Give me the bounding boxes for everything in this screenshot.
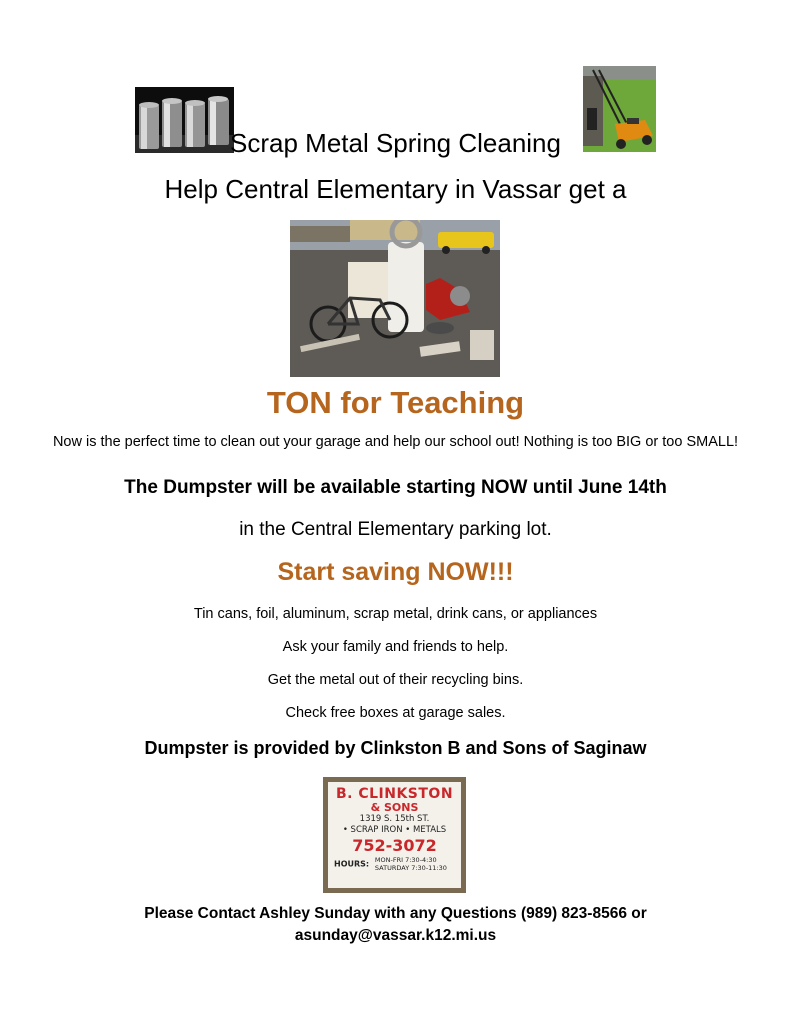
tip-item: Tin cans, foil, aluminum, scrap metal, drink cans, or appliances bbox=[193, 606, 598, 622]
call-to-action: Start saving NOW!!! bbox=[277, 558, 514, 586]
location-text: in the Central Elementary parking lot. bbox=[239, 519, 552, 540]
contact-info bbox=[0, 903, 791, 947]
tip-item: Check free boxes at garage sales. bbox=[285, 705, 506, 721]
clinkston-sign-photo bbox=[323, 777, 466, 893]
sign-hours-saturday: SATURDAY 7:30-11:30 bbox=[374, 864, 447, 872]
tip-item: Get the metal out of their recycling bins. bbox=[267, 672, 524, 688]
tip-item: Ask your family and friends to help. bbox=[282, 639, 509, 655]
sign-address: 1319 S. 15th ST. bbox=[359, 814, 430, 824]
sign-board bbox=[328, 782, 461, 888]
provider-text: Dumpster is provided by Clinkston B and Sons of Saginaw bbox=[144, 738, 647, 758]
contact-email: asunday@vassar.k12.mi.us bbox=[294, 927, 497, 944]
sign-phone: 752-3072 bbox=[352, 836, 437, 855]
intro-text: Now is the perfect time to clean out your garage and help our school out! Nothing is too BIG or too SMALL! bbox=[52, 434, 739, 450]
title-line-1: Scrap Metal Spring Cleaning bbox=[230, 128, 561, 158]
sign-hours-weekday: MON-FRI 7:30-4:30 bbox=[374, 856, 437, 864]
dumpster-availability: The Dumpster will be available starting NOW until June 14th bbox=[124, 477, 667, 498]
sign-goods: • SCRAP IRON • METALS bbox=[342, 825, 447, 835]
sign-sons: & SONS bbox=[370, 801, 419, 814]
title-line-2: Help Central Elementary in Vassar get a bbox=[164, 174, 627, 204]
sign-hours-label: HOURS: bbox=[334, 859, 370, 869]
contact-line-1: Please Contact Ashley Sunday with any Questions (989) 823-8566 or bbox=[144, 905, 647, 922]
sign-business-name: B. CLINKSTON bbox=[335, 786, 454, 802]
scrap-pile-photo bbox=[290, 220, 500, 377]
sign-hours bbox=[328, 856, 461, 872]
headline-ton-for-teaching: TON for Teaching bbox=[266, 385, 525, 420]
